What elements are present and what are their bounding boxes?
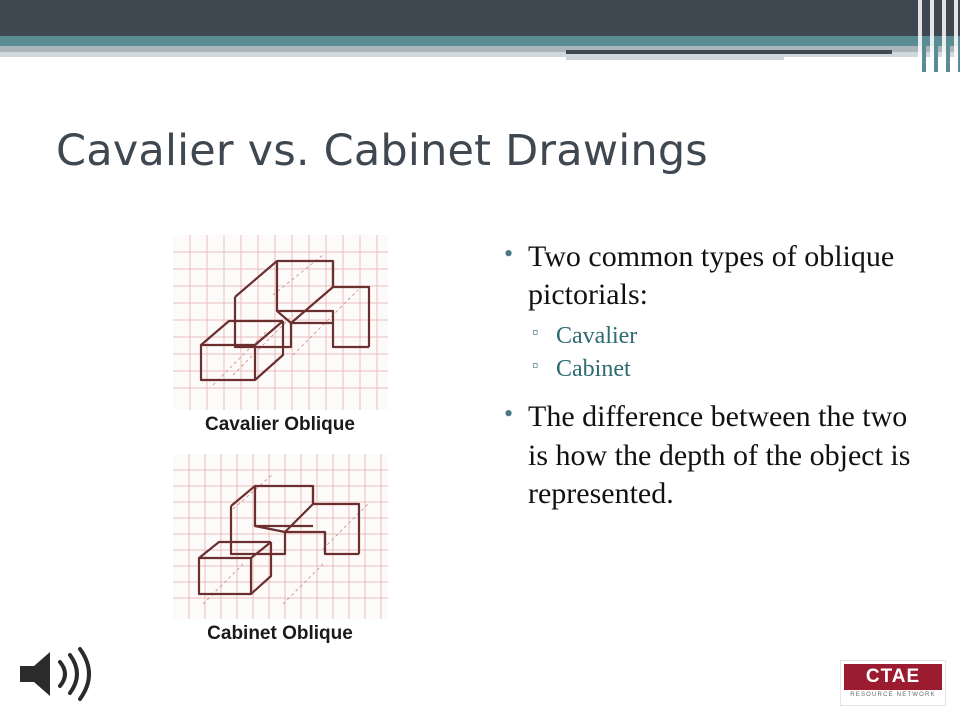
cabinet-oblique-drawing (173, 454, 388, 619)
slide-body-text (500, 238, 930, 519)
figures-column (150, 235, 410, 663)
page-title: Cavalier vs. Cabinet Drawings (56, 126, 708, 176)
bullet-item-4: • The difference between the two is how the depth of the object is represented. (500, 398, 930, 513)
bullet-item-1: • Two common types of oblique pictorials: (500, 238, 930, 315)
slide-top-banner (0, 0, 960, 72)
cavalier-oblique-figure (150, 235, 410, 436)
cabinet-oblique-caption: Cabinet Oblique (207, 623, 353, 644)
banner-tick-teal-2 (934, 36, 938, 72)
text-spacer (500, 388, 930, 398)
speaker-icon[interactable] (14, 644, 94, 704)
ctae-logo-subtitle: RESOURCE NETWORK (850, 692, 936, 698)
banner-teal-bar (0, 36, 960, 46)
cavalier-oblique-caption: Cavalier Oblique (205, 414, 355, 435)
ctae-logo (840, 660, 946, 706)
cabinet-oblique-figure (150, 454, 410, 645)
banner-accent-line-long (566, 50, 892, 54)
banner-tick-teal-3 (946, 36, 950, 72)
bullet-item-3: ▫ Cabinet (500, 354, 930, 386)
banner-tick-teal-1 (922, 36, 926, 72)
bullet-item-2: ▫ Cavalier (500, 321, 930, 353)
banner-dark-bar (0, 0, 960, 36)
cavalier-oblique-drawing (173, 235, 388, 410)
banner-accent-line-short (566, 57, 784, 60)
ctae-logo-name: CTAE (844, 664, 942, 690)
